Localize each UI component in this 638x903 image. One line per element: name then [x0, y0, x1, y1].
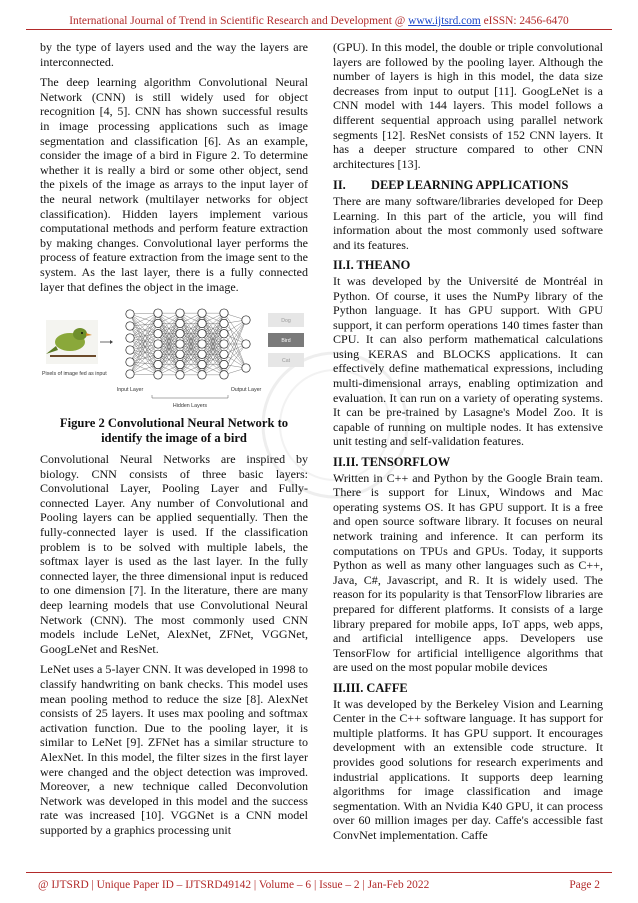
section-title: DEEP LEARNING APPLICATIONS	[371, 178, 569, 193]
hidden-neuron	[176, 309, 184, 317]
journal-header	[26, 8, 612, 30]
page-number: Page 2	[569, 879, 600, 891]
paragraph: It was developed by the Berkeley Vision and Learning Center in the C++ software language. It has support for multiple platforms. It has GPU support. It encourages development with an extensible code structure. It provides good solutions for research experiments and industrial applications. It supports deep learning algorithms for image classification and image segmentation. With an Nvidia K40 GPU, it can process over 60 million images per day. Caffe's accessible fast ConvNet implementation. Caffe	[333, 696, 603, 842]
hidden-neuron	[154, 340, 162, 348]
input-neuron	[126, 310, 134, 318]
hidden-neuron	[154, 350, 162, 358]
paragraph: Written in C++ and Python by the Google Brain team. There is support for Linux, Windows and Mac operating systems OS. It has GPU support. It is a free and open source software library. It focuses on neural network training and inference. It can perform its computations on TPUs and GPUs. Today, it supports Python as well as many other languages such as C++, Java, C#, Javascript, and R. It is widely used. The reason for its popularity is that TensorFlow libraries are prepared for different platforms. It consists of a large library prepared for mobile apps, IoT apps, web apps, and artificial intelligence apps. Developers use TensorFlow for artificial intelligence algorithms that are used on the most popular mobile devices	[333, 470, 603, 675]
output-neuron	[242, 316, 250, 324]
input-neuron	[126, 358, 134, 366]
header-prefix: International Journal of Trend in Scientific Research and Development @	[69, 15, 409, 27]
hidden-neuron	[176, 360, 184, 368]
hidden-neuron	[220, 340, 228, 348]
paragraph: Convolutional Neural Networks are inspired by biology. CNN consists of three basic layers: Convolutional Layer, Pooling Layer and Fully-connected Layer. Any number of Convolutional and Pooling layers can be applied sequentially. Then the fully-connected layer is used. If the classification problem is to be solved with multiple labels, the softmax layer is used as the last layer. In the fully connected layer, the three dimensional input is reduced to one dimension [7]. In the literature, there are many deep learning models that use Convolutional Neural Network (CNN). The most commonly used CNN models include LeNet, AlexNet, ZFNet, VGGNet, GoogLeNet and ResNet.	[40, 452, 308, 656]
hidden-layers-label: Hidden Layers	[172, 403, 208, 410]
footer-info: @ IJTSRD | Unique Paper ID – IJTSRD49142 | Volume – 6 | Issue – 2 | Jan-Feb 2022	[38, 879, 430, 891]
paragraph: It was developed by the Université de Montréal in Python. Of course, it uses the NumPy library of the Python language. It has GPU support. With GPU support, it can perform operations 140 times faster than CPU. It can also perform mathematical calculations using KERAS and BLOCKS applications. It can effectively define mathematical expressions, including multi-dimensional arrays, enabling optimization and evaluation. It can run on a variety of operating systems. It can be pre-trained by Lasagne's Model Zoo. It is capable of running on multiple nodes. It has extensive unit testing and self-validation features.	[333, 273, 603, 449]
subsection-heading-caffe: II.III. CAFFE	[333, 680, 408, 695]
input-neuron	[126, 322, 134, 330]
subsection-heading-tensorflow: II.II. TENSORFLOW	[333, 455, 451, 470]
section-number: II.	[333, 178, 346, 193]
hidden-neuron	[198, 371, 206, 379]
hidden-neuron	[198, 309, 206, 317]
hidden-neuron	[198, 340, 206, 348]
hidden-neuron	[220, 350, 228, 358]
header-issn: eISSN: 2456-6470	[480, 15, 569, 27]
paragraph: The deep learning algorithm Convolutional Neural Network (CNN) is still widely used for object recognition [4, 5]. CNN has shown successful results in image processing applications such as image segmentation and classification [6]. As an example, consider the image of a bird in Figure 2. To determine whether it is really a bird or some other object, send the pixels of the image as arrays to the input layer of the neural network (multilayer networks for object classification). Hidden layers implement various computational methods and perform feature extraction by making changes. Convolutional layer performs the process of feature extraction from the image sent to the system. As the last layer, there is a fully connected layer that defines the object in the image.	[40, 75, 308, 294]
output-label-bird: Bird	[281, 338, 291, 345]
input-neuron	[126, 334, 134, 342]
paragraph: LeNet uses a 5-layer CNN. It was developed in 1998 to classify handwriting on bank checks. This model uses mean pooling method to reduce the size [8]. AlexNet consists of 25 layers. It uses max pooling and softmax activation function. Due to the pooling layer, it is similar to LeNet [9]. ZFNet has a similar structure to AlexNet. In this model, the filter sizes in the first layer were changed and the object detection was improved. Moreover, a new technique called Deconvolution Network was developed in this model and the success rate was increased [10]. VGGNet is a CNN model supported by a graphics processing unit	[40, 662, 308, 837]
paragraph: by the type of layers used and the way the layers are interconnected.	[40, 40, 308, 69]
output-layer-label: Output Layer	[230, 387, 262, 394]
left-column	[40, 40, 308, 844]
page-footer	[26, 872, 612, 894]
hidden-neuron	[220, 360, 228, 368]
output-neuron	[242, 364, 250, 372]
hidden-neuron	[176, 340, 184, 348]
input-layer-label: Input Layer	[116, 387, 144, 394]
hidden-neuron	[154, 330, 162, 338]
hidden-neuron	[220, 309, 228, 317]
paragraph: There are many software/libraries developed for Deep Learning. In this part of the article, you will find information about the most commonly used software and its features.	[333, 193, 603, 252]
hidden-neuron	[198, 350, 206, 358]
hidden-neuron	[154, 360, 162, 368]
input-neuron	[126, 346, 134, 354]
output-label-cat: Cat	[281, 358, 291, 365]
hidden-neuron	[220, 371, 228, 379]
figure-caption: Figure 2 Convolutional Neural Network to identify the image of a bird	[59, 416, 289, 446]
right-column	[333, 40, 603, 848]
input-caption-label: Pixels of image fed as input	[42, 371, 107, 378]
hidden-neuron	[176, 350, 184, 358]
paragraph: (GPU). In this model, the double or triple convolutional layers are followed by the pooling layer. Although the number of layers is high in this model, the data size decreases from input to output [11]. GoogLeNet is a CNN model with 144 layers. This model follows a different sequential approach using parallel network segments [12]. ResNet consists of 152 CNN layers. It has a deeper structure compared to other CNN architectures [13].	[333, 40, 603, 171]
output-neuron	[242, 340, 250, 348]
hidden-neuron	[198, 319, 206, 327]
section-heading	[333, 178, 603, 193]
hidden-neuron	[154, 309, 162, 317]
input-neuron	[126, 370, 134, 378]
hidden-neuron	[176, 371, 184, 379]
journal-url-link[interactable]: www.ijtsrd.com	[408, 15, 481, 27]
cnn-diagram-svg	[40, 300, 308, 412]
hidden-neuron	[176, 319, 184, 327]
hidden-neuron	[154, 319, 162, 327]
subsection-heading-theano: II.I. THEANO	[333, 258, 411, 273]
bird-image	[46, 320, 98, 364]
hidden-neuron	[198, 330, 206, 338]
hidden-neuron	[176, 330, 184, 338]
hidden-neuron	[154, 371, 162, 379]
hidden-neuron	[220, 319, 228, 327]
hidden-neuron	[198, 360, 206, 368]
figure-2-cnn-diagram	[40, 300, 308, 412]
hidden-neuron	[220, 330, 228, 338]
output-label-dog: Dog	[281, 318, 291, 325]
